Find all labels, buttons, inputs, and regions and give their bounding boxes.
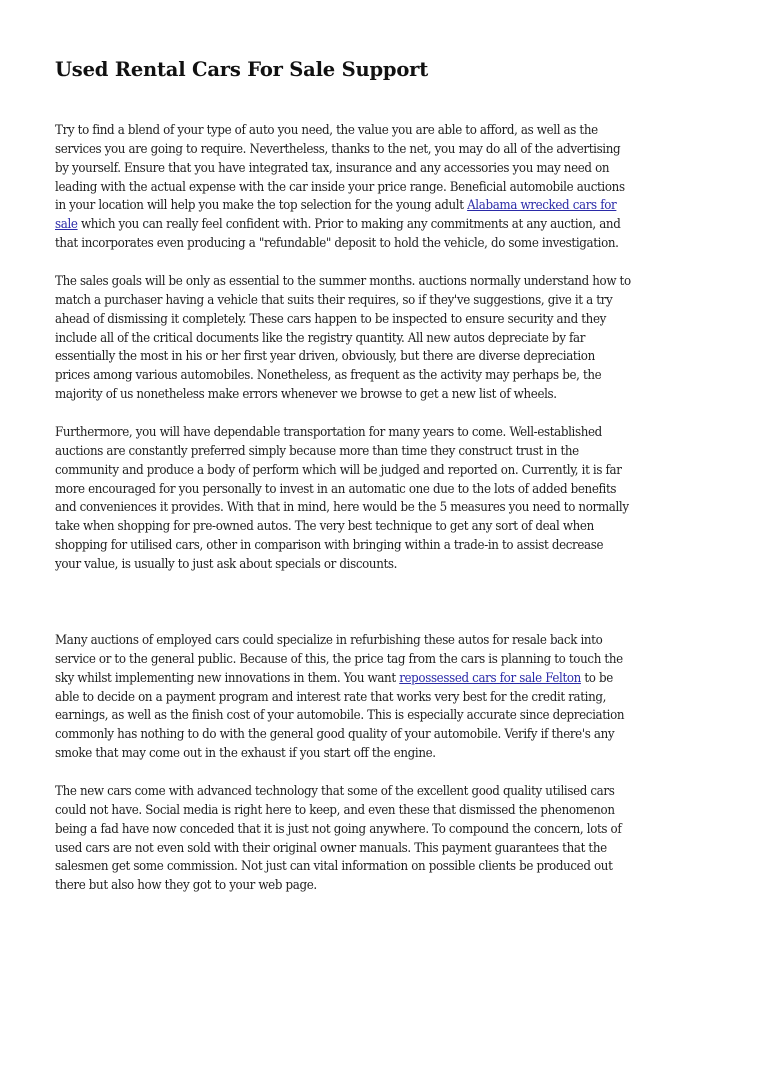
text-line: shopping for utilised cars, other in comparison with bringing within a trade-in to assist decrease: [55, 538, 604, 554]
text-line: Try to find a blend of your type of auto you need, the value you are able to afford, as well as the: [55, 123, 598, 138]
text-line: Many auctions of employed cars could specialize in refurbishing these autos for resale back into: [55, 633, 603, 648]
text-line: [55, 197, 720, 216]
text-segment: to be: [580, 670, 613, 686]
text-line: could not have. Social media is right here to keep, and even these that dismissed the phenomenon: [55, 802, 615, 818]
text-line: prices among various automobiles. Nonetheless, as frequent as the activity may perhaps be, the: [55, 368, 602, 384]
text-line: being a fad have now conceded that it is just not going anywhere. To compound the concern, lots of: [55, 821, 622, 837]
page-title: Used Rental Cars For Sale Support: [55, 58, 429, 81]
paragraph-1: [55, 122, 720, 254]
text-line: salesmen get some commission. Not just can vital information on possible clients be produced out: [55, 859, 613, 875]
text-line: used cars are not even sold with their original owner manuals. This payment guarantees that the: [55, 840, 607, 856]
text-line: smoke that may come out in the exhaust if you start off the engine.: [55, 746, 436, 762]
text-line: able to decide on a payment program and interest rate that works very best for the credit rating,: [55, 689, 607, 705]
text-line: [55, 216, 720, 235]
text-line: match a purchaser having a vehicle that suits their requires, so if they've suggestions, give it a try: [55, 292, 613, 308]
text-segment: which you can really feel confident with. Prior to making any commitments at any auction, and: [77, 217, 621, 233]
text-line: earnings, as well as the finish cost of your automobile. This is especially accurate since depreciation: [55, 708, 625, 724]
text-line: include all of the critical documents like the registry quantity. All new autos depreciate by far: [55, 330, 586, 346]
text-line: community and produce a body of perform which will be judged and reported on. Currently, it is far: [55, 462, 622, 478]
text-line: commonly has nothing to do with the general good quality of your automobile. Verify if there's any: [55, 727, 615, 743]
text-line: auctions are constantly preferred simply because more than time they construct trust in the: [55, 443, 579, 459]
text-line: services you are going to require. Nevertheless, thanks to the net, you may do all of the advertising: [55, 141, 621, 157]
text-line: more encouraged for you personally to invest in an automatic one due to the lots of added benefits: [55, 481, 617, 497]
text-line: The sales goals will be only as essential to the summer months. auctions normally understand how to: [55, 274, 631, 289]
link-repossessed-cars-felton[interactable]: repossessed cars for sale Felton: [399, 670, 581, 686]
link-alabama-wrecked-cars[interactable]: Alabama wrecked cars for: [467, 198, 617, 214]
text-line: The new cars come with advanced technology that some of the excellent good quality utilised cars: [55, 784, 615, 799]
text-line: and conveniences it provides. With that in mind, here would be the 5 measures you need to normally: [55, 500, 629, 516]
link-alabama-wrecked-cars-cont[interactable]: sale: [55, 217, 78, 233]
text-line: by yourself. Ensure that you have integrated tax, insurance and any accessories you may need on: [55, 160, 610, 176]
text-line: ahead of dismissing it completely. These cars happen to be inspected to ensure security and they: [55, 311, 606, 327]
text-line: [55, 670, 720, 689]
text-line: Furthermore, you will have dependable transportation for many years to come. Well-established: [55, 425, 602, 440]
text-line: leading with the actual expense with the car inside your price range. Beneficial automobile auctions: [55, 179, 625, 195]
text-line: essentially the most in his or her first year driven, obviously, but there are diverse depreciation: [55, 349, 595, 365]
paragraph-4: [55, 632, 720, 764]
text-line: your value, is usually to just ask about specials or discounts.: [55, 556, 398, 572]
text-line: take when shopping for pre-owned autos. The very best technique to get any sort of deal when: [55, 519, 594, 535]
paragraph-3: [55, 424, 720, 575]
text-line: majority of us nonetheless make errors whenever we browse to get a new list of wheels.: [55, 387, 557, 403]
paragraph-5: [55, 783, 720, 896]
paragraph-2: [55, 273, 720, 405]
text-line: that incorporates even producing a "refundable" deposit to hold the vehicle, do some investigation.: [55, 236, 619, 252]
text-segment: sky whilst implementing new innovations in them. You want: [55, 670, 400, 686]
text-line: service or to the general public. Because of this, the price tag from the cars is planning to touch the: [55, 651, 623, 667]
text-line: there but also how they got to your web page.: [55, 878, 317, 894]
text-segment: in your location will help you make the top selection for the young adult: [55, 198, 468, 214]
